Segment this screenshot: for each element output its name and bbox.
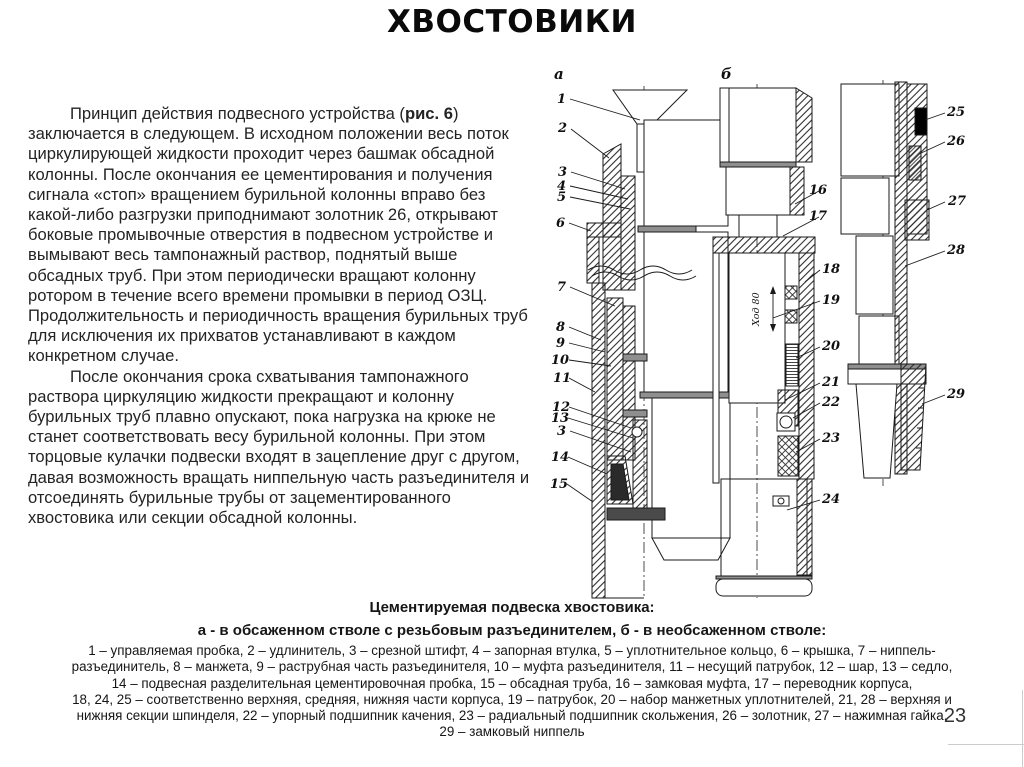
callout-label: 10	[551, 353, 570, 368]
callout-label: 8	[556, 320, 566, 335]
callout-label: 13	[551, 411, 570, 426]
callout-label: 2	[558, 121, 568, 136]
caption-line: разъединитель, 8 – манжета, 9 – раструбная часть разъединителя, 10 – муфта разъединителя, 11 – несущий патрубок, 12 – шар, 13 – седло,	[71, 659, 953, 675]
callout-label: 17	[809, 209, 828, 224]
callout-label: 22	[822, 395, 841, 410]
caption-subtitle: а - в обсаженном стволе с резьбовым разъединителем, б - в необсаженном стволе:	[197, 622, 827, 639]
figure-caption	[0, 597, 1024, 741]
figure-b2-drawing	[841, 82, 929, 478]
callout-label: 15	[550, 477, 569, 492]
liner-figure	[545, 58, 1024, 603]
callout-label: 4	[557, 179, 567, 194]
paragraph-2: После окончания срока схватывания тампонажного раствора циркуляцию жидкости прекращают и колонну бурильных труб плавно опускают, пока нагрузка на крюке не станет соответствовать весу бурильной колонны. При этом торцовые кулачки подвески входят в зацепление друг с другом, давая возможность вращать ниппельную часть разъединителя и отсоединять бурильные трубы от зацементированного хвостовика или секции обсадной колонны.	[28, 366, 530, 528]
slide-edge-right	[1022, 690, 1023, 767]
slide-edge-bottom	[948, 744, 1024, 745]
paragraph-1	[28, 104, 536, 367]
callout-label: 3	[558, 165, 568, 180]
stroke-dimension-label: Ход 80	[751, 292, 762, 326]
caption-line: 14 – подвесная разделительная цементировочная пробка, 15 – обсадная труба, 16 – замковая муфта, 17 – переводник корпуса,	[111, 675, 913, 691]
callout-label: 12	[552, 400, 571, 415]
caption-line: 18, 24, 25 – соответственно верхняя, средняя, нижняя части корпуса, 19 – патрубок, 20 – набор манжетных уплотнителей, 21, 28 – верхняя и	[72, 691, 952, 707]
caption-title: Цементируемая подвеска хвостовика:	[369, 599, 655, 616]
callout-label: 16	[809, 183, 828, 198]
figure-label-b: б	[721, 65, 732, 83]
callout-label: 29	[947, 387, 966, 402]
paragraph-1-text: Принцип действия подвесного устройства (	[70, 104, 405, 123]
callout-label: 27	[948, 194, 967, 209]
callout-label: 23	[822, 431, 841, 446]
caption-line: 1 – управляемая пробка, 2 – удлинитель, 3 – срезной штифт, 4 – запорная втулка, 5 – уплотнительное кольцо, 6 – крышка, 7 – ниппель-	[88, 643, 936, 658]
callout-label: 3	[557, 424, 567, 439]
callout-label: 14	[551, 450, 570, 465]
paragraph-1-text-cont: ) заключается в следующем. В исходном положении весь поток циркулирующей жидкости проходит через башмак обсадной колонны. После окончания ее цементирования и получения сигнала «стоп» вращением бурильной колонны вправо без какой-либо разгрузки приподнимают золотник 26, открывают боковые промывочные отверстия в подвесном устройстве и вымывают весь тампонажный раствор, поднятый выше обсадных труб. При этом периодически вращают колонну ротором в течение всего времени промывки в период ОЗЦ. Продолжительность и периодичность вращения бурильных труб для исключения их прихватов устанавливают в каждом конкретном случае.	[28, 104, 528, 366]
callout-label: 9	[556, 336, 566, 351]
callout-label: 5	[557, 190, 567, 205]
callout-label: 26	[947, 134, 966, 149]
callout-label: 20	[822, 339, 841, 354]
callout-label: 11	[553, 371, 572, 386]
caption-line: 29 – замковый ниппель	[439, 724, 585, 740]
callout-label: 25	[947, 105, 966, 120]
figure-a-drawing	[587, 90, 730, 598]
callout-label: 21	[822, 375, 841, 390]
callout-label: 1	[557, 92, 567, 107]
callout-label: 28	[947, 243, 966, 258]
callout-label: 6	[556, 216, 566, 231]
figure-label-a: а	[554, 65, 564, 83]
callout-label: 24	[822, 492, 841, 507]
figure-reference: рис. 6	[404, 104, 453, 123]
article-text	[28, 104, 536, 528]
page-number: 23	[943, 705, 967, 727]
caption-line: нижняя секции шпинделя, 22 – упорный подшипник качения, 23 – радиальный подшипник скольжения, 26 – золотник, 27 – нажимная гайка,	[76, 708, 948, 724]
callout-label: 7	[557, 280, 567, 295]
callout-label: 18	[822, 262, 841, 277]
page-title: ХВОСТОВИКИ	[387, 4, 637, 40]
callout-label: 19	[822, 293, 841, 308]
